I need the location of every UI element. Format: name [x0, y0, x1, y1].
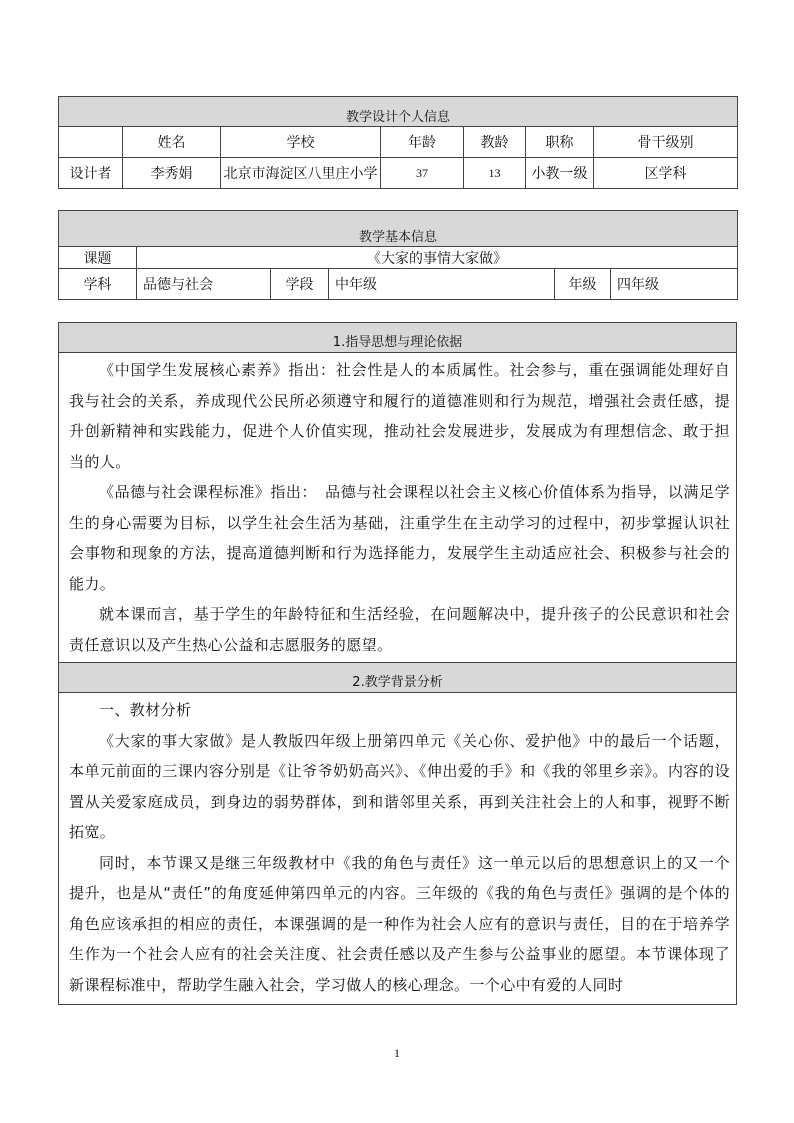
section1-title: 1.指导思想与理论依据	[59, 323, 737, 353]
section1-paragraph: 《中国学生发展核心素养》指出：社会性是人的本质属性。社会参与，重在强调能处理好自我与社会的关系，养成现代公民所必须遵守和履行的道德准则和行为规范，增强社会责任感，提升创新精神和实践能力，促进个人价值实现，推动社会发展进步，发展成为有理想信念、敢于担当的人。	[69, 361, 730, 471]
section2-paragraph: 《大家的事大家做》是人教版四年级上册第四单元《关心你、爱护他》中的最后一个话题，本单元前面的三课内容分别是《让爷爷奶奶高兴》、《伸出爱的手》和《我的邻里乡亲》。内容的设置从关爱家庭成员，到身边的弱势群体，到和谐邻里关系，再到关注社会上的人和事，视野不断拓宽。	[69, 731, 730, 841]
subject-label: 学科	[59, 269, 137, 300]
header-teaching-years: 教龄	[464, 127, 526, 158]
basic-info-title: 教学基本信息	[59, 211, 738, 247]
header-age: 年龄	[381, 127, 464, 158]
designer-teaching-years: 13	[464, 158, 526, 189]
stage-value: 中年级	[329, 269, 555, 300]
designer-age: 37	[381, 158, 464, 189]
section1-paragraph: 就本课而言，基于学生的年龄特征和生活经验，在问题解决中，提升孩子的公民意识和社会责任意识以及产生热心公益和志愿服务的愿望。	[69, 605, 730, 654]
header-name: 姓名	[123, 127, 221, 158]
header-level: 骨干级别	[594, 127, 738, 158]
basic-info-table	[58, 210, 738, 300]
stage-label: 学段	[271, 269, 329, 300]
content-table	[58, 322, 737, 1005]
topic-value: 《大家的事情大家做》	[137, 247, 738, 269]
header-title: 职称	[526, 127, 594, 158]
section1-paragraph: 《品德与社会课程标准》指出： 品德与社会课程以社会主义核心价值体系为指导，以满足学生的身心需要为目标，以学生社会生活为基础，注重学生在主动学习的过程中，初步掌握认识社会事物和现象的方法，提高道德判断和行为选择能力，发展学生主动适应社会、积极参与社会的能力。	[69, 483, 730, 593]
designer-name: 李秀娟	[123, 158, 221, 189]
personal-info-title: 教学设计个人信息	[59, 97, 738, 127]
personal-info-table	[58, 96, 738, 189]
page-number: 1	[394, 1046, 400, 1060]
designer-school: 北京市海淀区八里庄小学	[221, 158, 381, 189]
section1-body	[59, 353, 737, 663]
grade-label: 年级	[555, 269, 611, 300]
header-school: 学校	[221, 127, 381, 158]
topic-label: 课题	[59, 247, 137, 269]
section2-title: 2.教学背景分析	[59, 663, 737, 693]
designer-level: 区学科	[594, 158, 738, 189]
section2-body	[59, 693, 737, 1005]
empty-cell	[59, 127, 123, 158]
subject-value: 品德与社会	[137, 269, 271, 300]
grade-value: 四年级	[611, 269, 738, 300]
section2-subheading: 一、教材分析	[99, 701, 192, 719]
section2-paragraph: 同时，本节课又是继三年级教材中《我的角色与责任》这一单元以后的思想意识上的又一个提升，也是从“责任”的角度延伸第四单元的内容。三年级的《我的角色与责任》强调的是个体的角色应该承担的相应的责任，本课强调的是一种作为社会人应有的意识与责任，目的在于培养学生作为一个社会人应有的社会关注度、社会责任感以及产生参与公益事业的愿望。本节课体现了新课程标准中，帮助学生融入社会，学习做人的核心理念。一个心中有爱的人同时	[69, 853, 730, 994]
designer-label: 设计者	[59, 158, 123, 189]
designer-title: 小教一级	[526, 158, 594, 189]
